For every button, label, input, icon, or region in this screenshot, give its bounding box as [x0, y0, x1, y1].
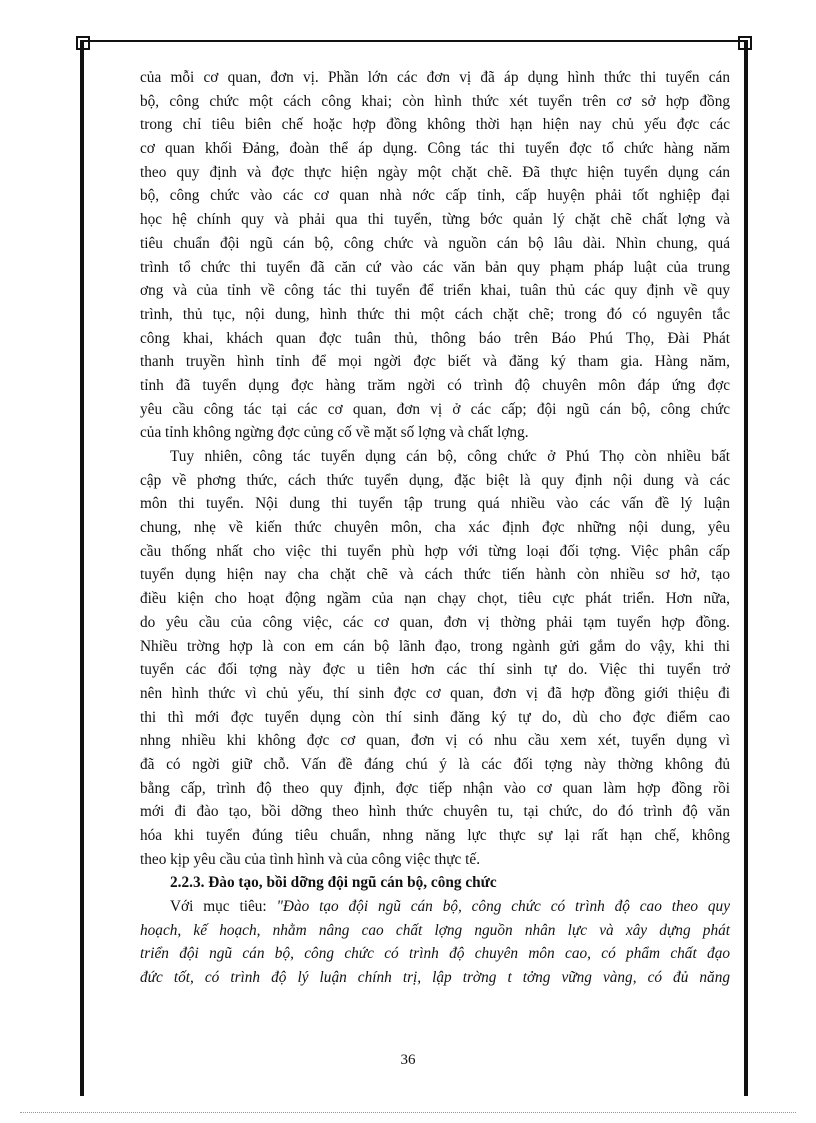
- text-line: yêu cầu công tác tại các cơ quan, đơn vị ở các cấp; đội ngũ cán bộ, công chức: [140, 400, 730, 418]
- quote-lead: Với mục tiêu:: [170, 898, 277, 916]
- text-line: ơng và của tỉnh về công tác thi tuyển để triển khai, tuân thủ các quy định về quy: [140, 282, 730, 300]
- text-line: bằng cấp, trình độ theo quy định, đợc tiếp nhận vào cơ quan làm hợp đồng rồi: [140, 779, 730, 797]
- text-line: hóa khi tuyển đúng tiêu chuẩn, nhng năng lực thực sự lại rất hạn chế, không: [140, 827, 730, 844]
- page-number: 36: [400, 1052, 416, 1068]
- text-line: thanh truyền hình tỉnh để mọi ngời đợc biết và đăng ký tham gia. Hàng năm,: [140, 353, 730, 371]
- corner-ornament: [76, 36, 90, 50]
- quote-first-line: [140, 895, 730, 919]
- text-line: thi thì mới đợc tuyển dụng còn thí sinh đăng ký tự do, dù cho đợc điểm cao: [140, 708, 730, 726]
- text-line: nên hình thức vì chủ yếu, thí sinh đợc cơ quan, đơn vị đã hợp đồng giới thiệu đi: [140, 684, 730, 702]
- text-line: trình tổ chức thi tuyển đã căn cứ vào các văn bản quy phạm pháp luật của trung: [140, 258, 730, 276]
- quote-line: đức tốt, có trình độ lý luận chính trị, lập trờng t tởng vững vàng, có đủ năng: [140, 969, 730, 987]
- text-line: tỉnh đã tuyển dụng đợc hàng trăm ngời có trình độ chuyên môn đáp ứng đợc: [140, 376, 730, 394]
- text-line: chung, nhẹ về kiến thức chuyên môn, cha xác định đợc những nội dung, yêu: [140, 519, 730, 537]
- text-line: công khai, khách quan đợc tuân thủ, thông báo trên Báo Phú Thọ, Đài Phát: [140, 329, 730, 347]
- text-line: môn thi tuyển. Nội dung thi tuyển tập trung quá nhiều vào các vấn đề lý luận: [140, 495, 730, 513]
- quote-line: hoạch, kế hoạch, nhằm nâng cao chất lợng nguồn nhân lực và xây dựng phát: [140, 921, 730, 939]
- text-line: học hệ chính quy và phải qua thi tuyển, từng bớc quản lý chặt chẽ chất lợng và: [140, 211, 730, 229]
- text-line: mới đi đào tạo, bồi dỡng theo hình thức chuyên tu, tại chức, do đó trình độ văn: [140, 803, 730, 821]
- corner-ornament: [738, 36, 752, 50]
- text-line: Tuy nhiên, công tác tuyển dụng cán bộ, công chức ở Phú Thọ còn nhiều bất: [170, 448, 730, 465]
- text-line: bộ, công chức một cách công khai; còn hình thức xét tuyển trên cơ sở hợp đồng: [140, 92, 730, 110]
- text-line: tiêu chuẩn đội ngũ cán bộ, công chức và nguồn cán bộ lâu dài. Nhìn chung, quá: [140, 234, 730, 252]
- text-line: bộ, công chức vào các cơ quan nhà nớc cấp tỉnh, cấp huyện phải tốt nghiệp đại: [140, 187, 730, 205]
- text-line: cầu thống nhất cho việc thi tuyển phù hợp với từng loại đối tợng. Việc phân cấp: [140, 542, 730, 560]
- text-line: nhng nhiều khi không đợc cơ quan, đơn vị có nhu cầu xem xét, tuyển dụng vì: [140, 732, 730, 750]
- text-line: trong chỉ tiêu biên chế hoặc hợp đồng không thời hạn hiện nay chủ yếu đợc các: [140, 116, 730, 134]
- quote-text: "Đào tạo đội ngũ cán bộ, công chức có trình độ cao theo quy: [276, 898, 730, 916]
- section-number: 2.2.3.: [170, 874, 205, 892]
- text-line: đã có ngời giữ chỗ. Vấn đề đáng chú ý là các đối tợng này thờng không đủ: [140, 755, 730, 773]
- text-line: điều kiện cho hoạt động ngầm của nạn chạy chọt, tiêu cực phát triển. Hơn nữa,: [140, 590, 730, 608]
- text-line: trình, thủ tục, nội dung, hình thức thi một cách chặt chẽ; trong đó có nguyên tắc: [140, 305, 730, 323]
- text-line: Nhiều trờng hợp là con em cán bộ lãnh đạo, trong ngành gửi gắm do vậy, khi thi: [140, 637, 730, 655]
- quote-line: triển đội ngũ cán bộ, công chức có trình độ chuyên môn cao, có phẩm chất đạo: [140, 945, 730, 963]
- footer-divider: [20, 1112, 796, 1113]
- text-line: theo kịp yêu cầu của tình hình và của công việc thực tế.: [140, 850, 481, 868]
- text-line: tuyển dụng hiện nay cha chặt chẽ và cách thức tiến hành còn nhiều sơ hở, tạo: [140, 566, 730, 584]
- section-title: Đào tạo, bồi dỡng đội ngũ cán bộ, công chức: [204, 874, 497, 892]
- section-heading: [140, 871, 730, 895]
- text-line: cơ quan khối Đảng, đoàn thể áp dụng. Công tác thi tuyển đợc tổ chức hàng năm: [140, 140, 730, 158]
- text-line: do yêu cầu của công việc, các cơ quan, đơn vị thờng phải tạm tuyển hợp đồng.: [140, 613, 730, 631]
- text-line: của tỉnh không ngừng đợc củng cố về mặt số lợng và chất lợng.: [140, 424, 529, 442]
- document-body: [140, 66, 730, 990]
- text-line: cập về phơng thức, cách thức tuyển dụng, đặc biệt là quy định nội dung và các: [140, 471, 730, 489]
- text-line: theo quy định và đợc thực hiện ngày một chặt chẽ. Đã thực hiện tuyển dụng cán: [140, 163, 730, 181]
- text-line: của mỗi cơ quan, đơn vị. Phần lớn các đơn vị đã áp dụng hình thức thi tuyển cán: [140, 69, 730, 86]
- text-line: tuyển các đối tợng này đợc u tiên hơn các thí sinh tự do. Việc thi tuyển trở: [140, 661, 730, 679]
